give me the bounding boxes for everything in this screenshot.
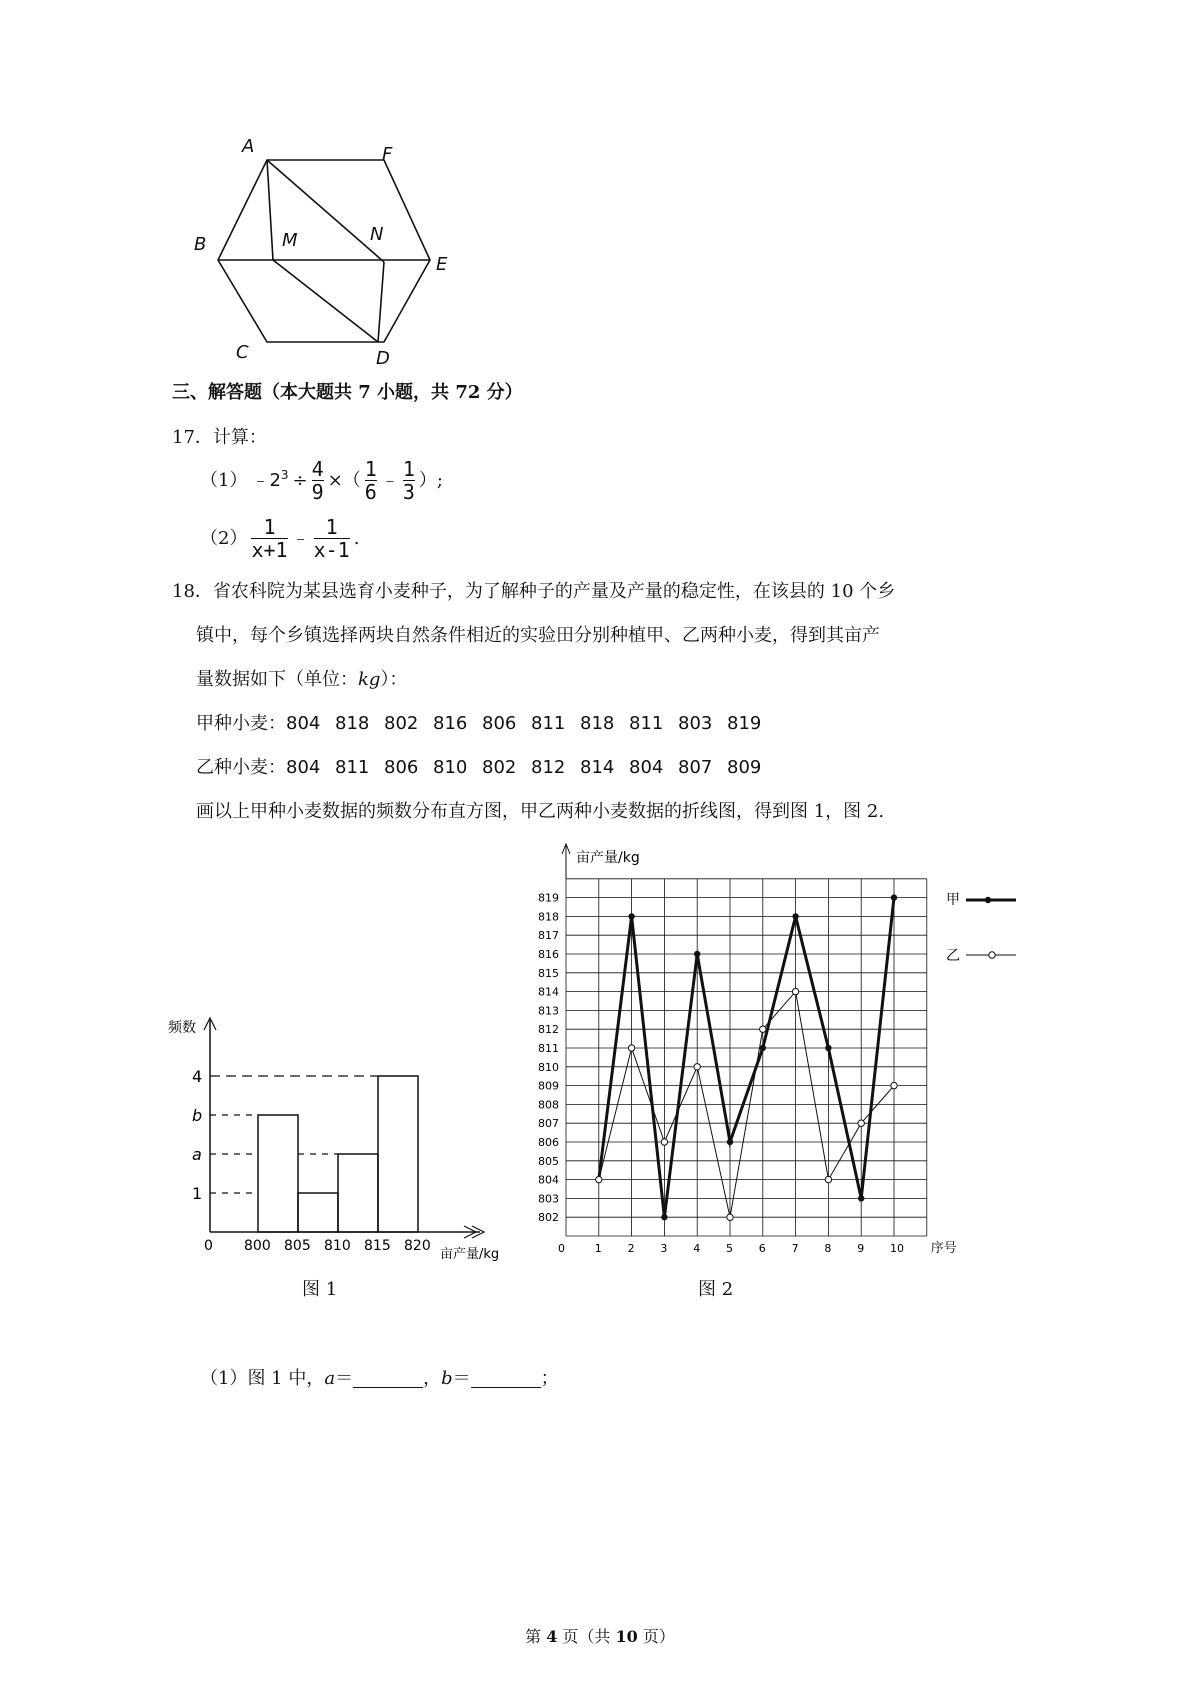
q17-part1 <box>200 458 443 503</box>
x-tick-label: 1 <box>594 1242 602 1255</box>
x-tick-label: 5 <box>726 1242 733 1255</box>
q18-line6: 画以上甲种小麦数据的频数分布直方图，甲乙两种小麦数据的折线图，得到图 1，图 2. <box>196 801 885 822</box>
q18-sub1: （1）图 1 中，a＝ ，b＝ ； <box>200 1368 559 1389</box>
hexagon-outline <box>218 160 430 342</box>
data-point-yi <box>628 1045 634 1051</box>
x-tick-label: 8 <box>824 1242 832 1255</box>
q17-part2 <box>200 516 359 561</box>
x-tick-label: 815 <box>364 1238 391 1254</box>
x-tick-label: 810 <box>324 1238 351 1254</box>
y-tick-label: 813 <box>538 1004 559 1018</box>
line-chart-figure-2 <box>538 838 1030 1258</box>
data-point-jia <box>825 1045 831 1051</box>
q17-p2-frac1: $\frac{1}{x+1}$ <box>251 515 288 562</box>
q17-p1-frac3: $\frac{1}{3}$ <box>402 457 415 504</box>
data-point-yi <box>792 988 798 994</box>
legend-label-jia: 甲 <box>946 892 960 908</box>
data-point-jia <box>858 1195 864 1201</box>
x-axis-label: 序号 <box>930 1241 957 1256</box>
data-point-yi <box>891 1082 897 1088</box>
y-tick-label: 819 <box>538 891 559 905</box>
x-tick-label: 4 <box>693 1242 701 1255</box>
y-tick-label: 4 <box>192 1067 203 1086</box>
q17-p1-label: （1） <box>200 469 248 491</box>
label-E: E <box>436 254 448 275</box>
y-tick-label: 1 <box>192 1184 203 1203</box>
segment-MD <box>273 260 378 342</box>
x-tick-label: 9 <box>857 1242 865 1255</box>
q18-line1: 18．省农科院为某县选育小麦种子，为了解种子的产量及产量的稳定性，在该县的 10 个乡 <box>172 581 896 602</box>
y-tick-label: b <box>192 1106 203 1125</box>
q17-p1-frac2: $\frac{1}{6}$ <box>364 457 377 504</box>
histogram-bar <box>378 1076 418 1232</box>
data-point-yi <box>760 1026 766 1032</box>
histogram-bar <box>338 1154 378 1232</box>
segment-AM <box>267 160 273 260</box>
label-B: B <box>194 234 207 255</box>
x-tick-label: 800 <box>244 1238 271 1254</box>
fig1-caption: 图 1 <box>302 1279 338 1300</box>
x-tick-label: 0 <box>204 1238 213 1254</box>
q17-p1-end: ）; <box>418 469 443 491</box>
data-point-jia <box>891 894 897 900</box>
y-tick-label: a <box>192 1145 202 1164</box>
series-line-jia <box>599 898 894 1218</box>
label-C: C <box>236 342 249 363</box>
segment-ND <box>378 262 384 342</box>
q18-line3: 量数据如下（单位：kg）： <box>196 669 408 690</box>
data-point-yi <box>727 1214 733 1220</box>
q17-p1-frac1: $\frac{4}{9}$ <box>311 457 324 504</box>
q17-p1-neg: ﹣2 <box>251 469 281 491</box>
x-tick-label: 2 <box>627 1242 635 1255</box>
x-tick-label: 805 <box>284 1238 311 1254</box>
q17-p1-times: ×（ <box>327 469 361 491</box>
label-A: A <box>242 136 255 157</box>
histogram-figure-1 <box>160 1000 540 1280</box>
y-tick-label: 807 <box>538 1117 559 1131</box>
x-tick-label: 0 <box>558 1242 565 1255</box>
page-footer: 第 4 页（共 10 页） <box>525 1627 675 1646</box>
data-point-yi <box>661 1139 667 1145</box>
y-tick-label: 811 <box>538 1042 559 1055</box>
y-tick-label: 818 <box>538 910 559 924</box>
page-total: 10 <box>615 1627 638 1646</box>
data-point-jia <box>760 1045 766 1051</box>
y-tick-label: 814 <box>538 985 559 999</box>
data-point-jia <box>628 913 634 919</box>
data-point-yi <box>858 1120 864 1126</box>
page-number: 4 <box>546 1627 558 1646</box>
histogram-bar <box>258 1115 298 1232</box>
q17-p1-minus: ﹣ <box>380 469 399 491</box>
y-tick-label: 816 <box>538 948 559 961</box>
y-tick-label: 802 <box>538 1211 559 1225</box>
label-M: M <box>282 230 298 251</box>
data-point-jia <box>792 913 798 919</box>
x-tick-label: 3 <box>660 1242 668 1255</box>
label-D: D <box>376 348 390 369</box>
section-title: 三、解答题（本大题共 7 小题，共 72 分） <box>172 382 523 403</box>
q17-p2-end: . <box>353 527 360 549</box>
data-point-yi <box>694 1064 700 1070</box>
label-F: F <box>382 144 393 165</box>
y-tick-label: 808 <box>538 1098 559 1112</box>
y-tick-label: 806 <box>538 1136 559 1149</box>
q17-p1-exp: 3 <box>280 467 289 482</box>
yi-label: 乙种小麦： <box>196 757 286 778</box>
fig2-caption: 图 2 <box>698 1279 734 1300</box>
x-tick-label: 820 <box>404 1238 431 1254</box>
x-axis-label: 亩产量/kg <box>440 1247 500 1262</box>
q18-yi-data: 乙种小麦： 804 811 806 810 802 812 814 804 807 809 <box>196 754 776 782</box>
data-point-yi <box>596 1176 602 1182</box>
y-tick-label: 809 <box>538 1079 559 1093</box>
y-axis-label: 亩产量/kg <box>576 850 640 866</box>
y-tick-label: 803 <box>538 1192 559 1206</box>
legend-label-yi: 乙 <box>946 948 960 964</box>
q18-jia-data: 甲种小麦： 804 818 802 816 806 811 818 811 803 819 <box>196 710 776 738</box>
y-tick-label: 810 <box>538 1060 559 1074</box>
q17-p2-minus: ﹣ <box>291 527 310 549</box>
y-tick-label: 815 <box>538 966 559 980</box>
q17-p1-div: ÷ <box>292 469 308 491</box>
answer-blank-b[interactable] <box>471 1369 541 1388</box>
label-N: N <box>370 224 384 245</box>
data-point-yi <box>825 1176 831 1182</box>
data-point-jia <box>694 951 700 957</box>
q18-line2: 镇中，每个乡镇选择两块自然条件相近的实验田分别种植甲、乙两种小麦，得到其亩产 <box>196 625 880 646</box>
q17-stem: 17．计算： <box>172 427 267 448</box>
answer-blank-a[interactable] <box>353 1369 423 1388</box>
y-tick-label: 812 <box>538 1023 559 1037</box>
y-tick-label: 817 <box>538 929 559 943</box>
data-point-jia <box>661 1214 667 1220</box>
x-tick-label: 7 <box>791 1242 799 1255</box>
hexagon-figure <box>190 130 490 370</box>
legend-marker-jia <box>985 897 991 903</box>
y-axis-label: 频数 <box>168 1020 196 1036</box>
y-tick-label: 805 <box>538 1154 559 1168</box>
data-point-jia <box>727 1139 733 1145</box>
x-tick-label: 10 <box>890 1242 904 1255</box>
jia-label: 甲种小麦： <box>196 713 286 734</box>
x-tick-label: 6 <box>758 1242 766 1255</box>
q17-p2-frac2: $\frac{1}{x-1}$ <box>313 515 350 562</box>
y-tick-label: 804 <box>538 1173 559 1187</box>
histogram-bar <box>298 1193 338 1232</box>
legend-marker-yi <box>989 952 995 958</box>
q17-p2-label: （2） <box>200 527 248 549</box>
